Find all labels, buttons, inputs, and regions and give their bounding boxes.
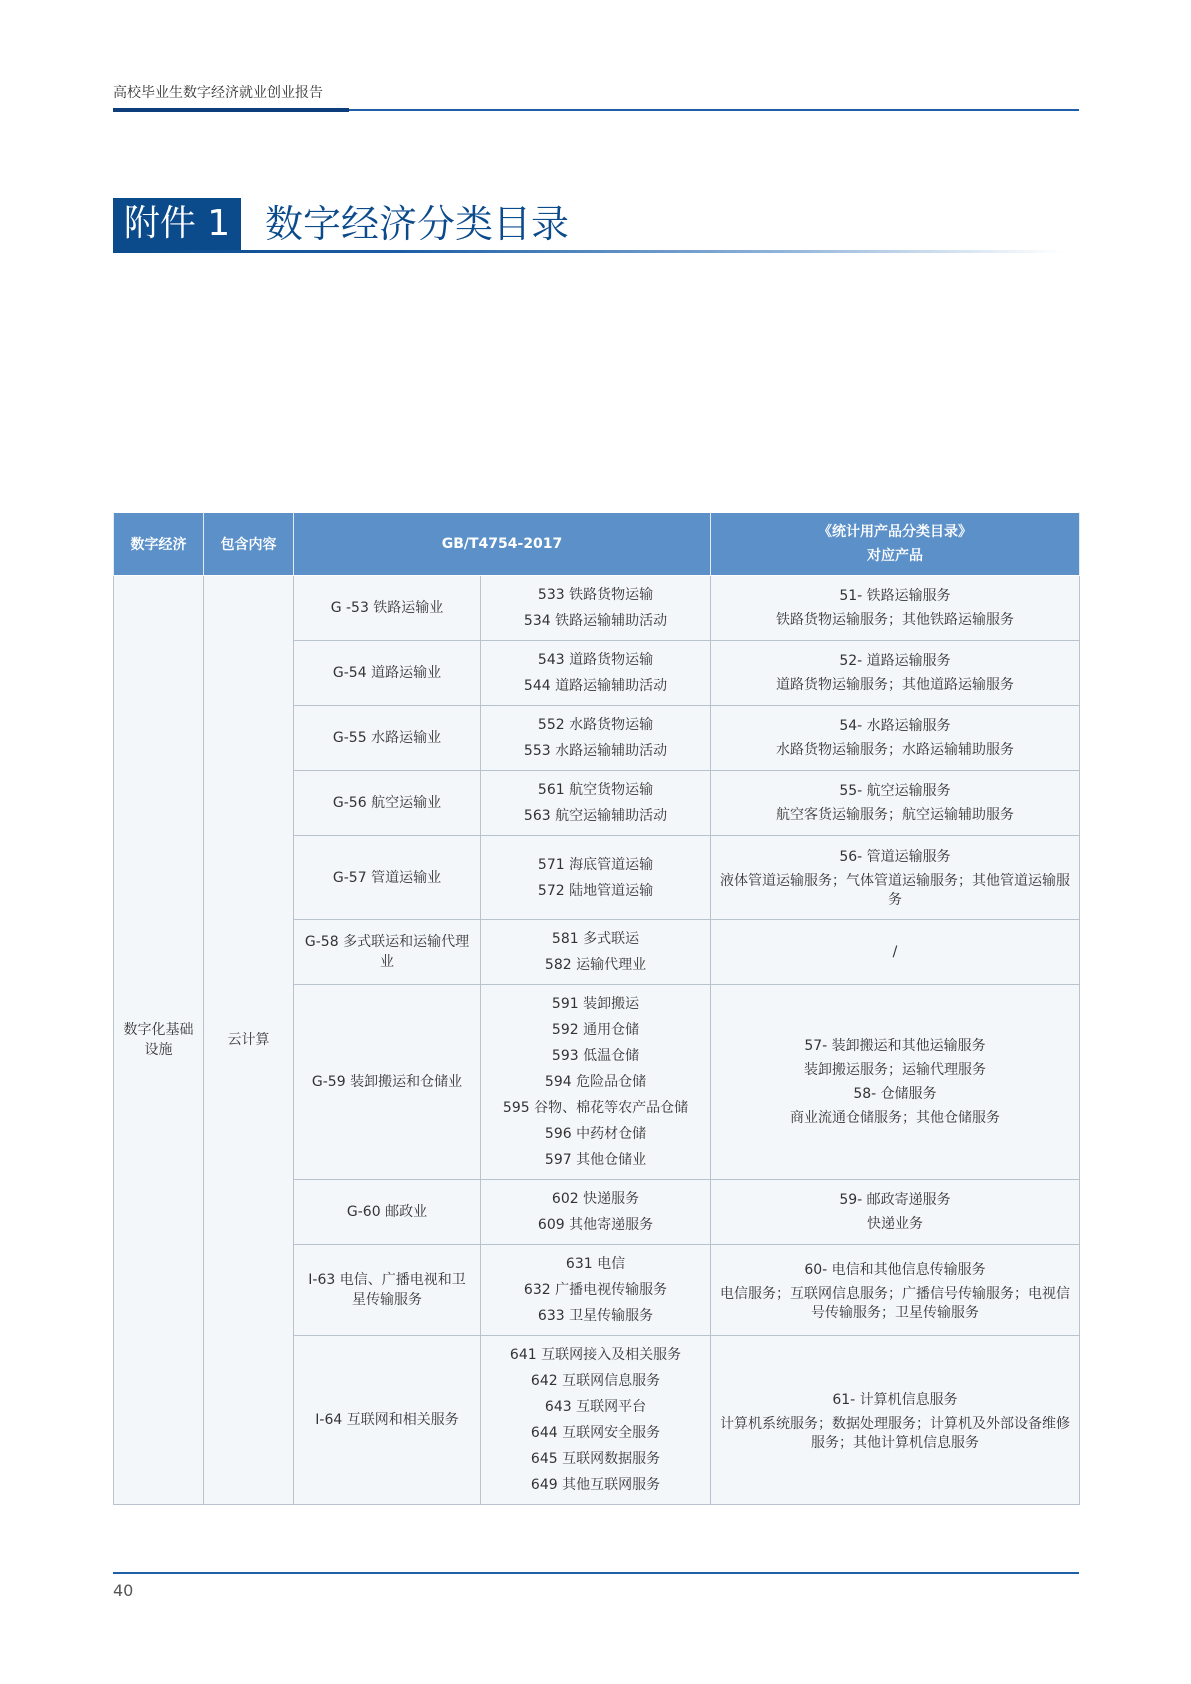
gb-code-item: 644 互联网安全服务 [530,1425,661,1441]
gb-code-item: 591 装卸搬运 [551,996,640,1012]
annex-badge: 附件 1 [113,198,241,250]
product-cell [711,706,1080,771]
gb-codes-cell [481,920,711,985]
product-catalog-header-line1: 《统计用产品分类目录》 [818,524,973,540]
product-cell [711,836,1080,920]
product-item: 电信服务；互联网信息服务；广播信号传输服务；电视信号传输服务；卫星传输服务 [720,1285,1071,1321]
product-item: 59- 邮政寄递服务 [839,1192,951,1208]
gb-codes-cell [481,1245,711,1336]
gb-code-item: 553 水路运输辅助活动 [523,743,668,759]
page-number: 40 [113,1581,134,1600]
product-cell [711,1336,1080,1505]
header-rule-accent [113,108,349,112]
category-cell: 数字化基础设施 [114,576,204,1505]
product-item: 商业流通仓储服务；其他仓储服务 [790,1110,1001,1126]
table-row [114,576,1080,641]
content-cell: 云计算 [204,576,294,1505]
table-header [114,513,1080,576]
gb-codes-cell [481,1336,711,1505]
footer-rule [113,1572,1079,1574]
product-item: 液体管道运输服务；气体管道运输服务；其他管道运输服务 [720,873,1071,908]
gb-codes-cell [481,706,711,771]
product-cell [711,641,1080,706]
column-header-product-catalog [711,513,1080,576]
industry-cell: G-58 多式联运和运输代理业 [294,920,481,985]
industry-cell: G-55 水路运输业 [294,706,481,771]
product-item: 水路货物运输服务；水路运输辅助服务 [776,742,1015,758]
product-item: 航空客货运输服务；航空运输辅助服务 [776,807,1015,823]
product-item: 快递业务 [867,1216,924,1232]
gb-codes-cell [481,576,711,641]
gb-code-item: 552 水路货物运输 [537,717,654,733]
product-item: 56- 管道运输服务 [839,849,951,865]
industry-cell: I-63 电信、广播电视和卫星传输服务 [294,1245,481,1336]
gb-code-item: 533 铁路货物运输 [537,587,654,603]
product-item: 51- 铁路运输服务 [839,588,951,604]
product-cell [711,771,1080,836]
gb-codes-cell [481,985,711,1180]
running-header-title: 高校毕业生数字经济就业创业报告 [113,85,323,101]
gb-code-item: 609 其他寄递服务 [537,1217,654,1233]
industry-cell: I-64 互联网和相关服务 [294,1336,481,1505]
gb-code-item: 572 陆地管道运输 [537,882,654,899]
product-item: 装卸搬运服务；运输代理服务 [804,1062,987,1078]
gb-code-item: 544 道路运输辅助活动 [523,678,668,694]
product-catalog-header-line2: 对应产品 [867,548,924,564]
gb-code-item: 597 其他仓储业 [544,1152,647,1168]
product-item: 60- 电信和其他信息传输服务 [804,1261,986,1278]
gb-codes-cell [481,771,711,836]
gb-code-item: 581 多式联运 [551,931,640,947]
gb-code-item: 592 通用仓储 [551,1022,640,1038]
gb-code-item: 643 互联网平台 [544,1399,647,1415]
industry-cell: G-60 邮政业 [294,1180,481,1245]
digital-economy-catalog-table [113,512,1080,1505]
gb-code-item: 582 运输代理业 [544,957,647,973]
column-header-digital-economy: 数字经济 [114,513,204,576]
product-cell [711,1245,1080,1336]
product-item: 54- 水路运输服务 [839,718,951,734]
gb-code-item: 593 低温仓储 [551,1048,640,1064]
industry-cell: G-59 装卸搬运和仓储业 [294,985,481,1180]
title-underline [113,250,1063,253]
product-item: 道路货物运输服务；其他道路运输服务 [776,677,1015,693]
column-header-contents: 包含内容 [204,513,294,576]
product-cell [711,920,1080,985]
product-item: 铁路货物运输服务；其他铁路运输服务 [776,612,1015,628]
gb-code-item: 645 互联网数据服务 [530,1451,661,1467]
product-item: 61- 计算机信息服务 [832,1391,958,1408]
gb-codes-cell [481,836,711,920]
product-item: 57- 装卸搬运和其他运输服务 [804,1038,986,1054]
gb-code-item: 543 道路货物运输 [537,652,654,668]
gb-code-item: 602 快递服务 [551,1191,640,1207]
gb-code-item: 632 广播电视传输服务 [523,1282,668,1298]
gb-code-item: 642 互联网信息服务 [530,1373,661,1389]
gb-code-item: 631 电信 [565,1256,626,1272]
table-header-row [114,513,1080,576]
gb-code-item: 534 铁路运输辅助活动 [523,613,668,629]
column-header-gb-standard: GB/T4754-2017 [294,513,711,576]
product-item: 55- 航空运输服务 [839,783,951,799]
product-item: / [892,944,898,960]
gb-codes-cell [481,641,711,706]
industry-cell: G-56 航空运输业 [294,771,481,836]
industry-cell: G -53 铁路运输业 [294,576,481,641]
table-body [114,576,1080,1505]
product-cell [711,1180,1080,1245]
product-item: 52- 道路运输服务 [839,653,951,669]
product-item: 58- 仓储服务 [853,1086,937,1102]
product-cell [711,576,1080,641]
gb-code-item: 633 卫星传输服务 [537,1308,654,1324]
product-cell [711,985,1080,1180]
annex-title: 数字经济分类目录 [265,202,570,246]
industry-cell: G-57 管道运输业 [294,836,481,920]
gb-code-item: 561 航空货物运输 [537,782,654,798]
product-item: 计算机系统服务；数据处理服务；计算机及外部设备维修服务；其他计算机信息服务 [720,1415,1071,1451]
gb-codes-cell [481,1180,711,1245]
gb-code-item: 571 海底管道运输 [537,856,654,873]
industry-cell: G-54 道路运输业 [294,641,481,706]
gb-code-item: 649 其他互联网服务 [530,1477,661,1493]
gb-code-item: 596 中药材仓储 [544,1126,647,1142]
gb-code-item: 595 谷物、棉花等农产品仓储 [502,1100,689,1116]
gb-code-item: 641 互联网接入及相关服务 [509,1347,682,1363]
gb-code-item: 563 航空运输辅助活动 [523,808,668,824]
gb-code-item: 594 危险品仓储 [544,1074,647,1090]
